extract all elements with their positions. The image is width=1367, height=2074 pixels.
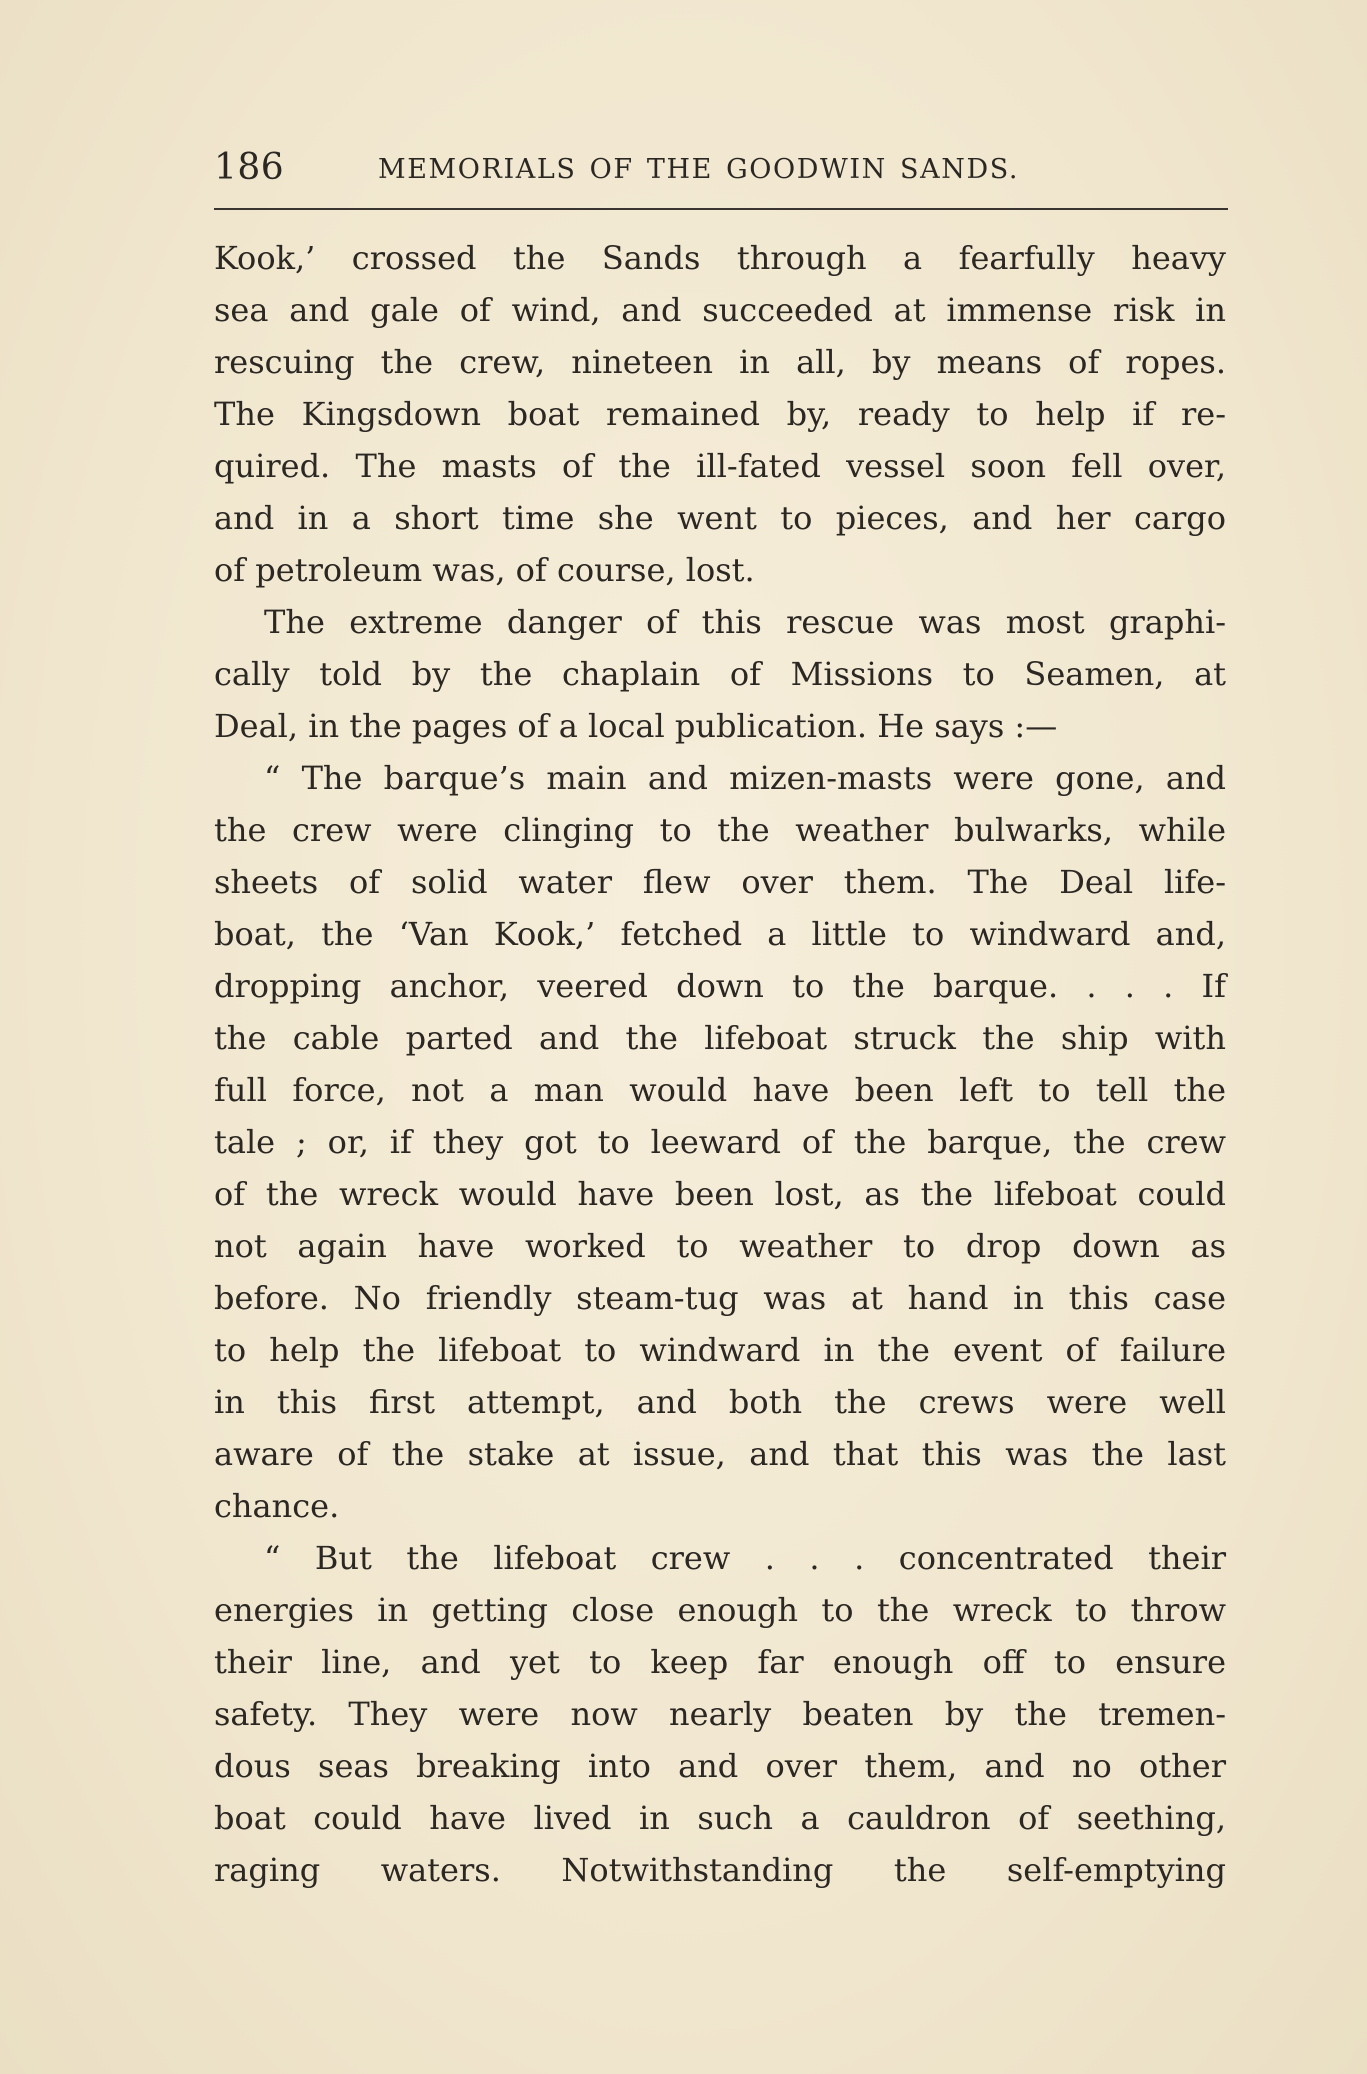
text-line: and in a short time she went to pieces, and her cargo bbox=[214, 499, 1226, 537]
text-line: Deal, in the pages of a local publication. He says :— bbox=[214, 707, 1058, 745]
text-line: dropping anchor, veered down to the barque. . . . If bbox=[214, 967, 1226, 1005]
text-line: of the wreck would have been lost, as the lifeboat could bbox=[214, 1175, 1226, 1213]
page-header bbox=[214, 142, 1224, 198]
body-text bbox=[214, 232, 1226, 1896]
text-line: their line, and yet to keep far enough off to ensure bbox=[214, 1643, 1226, 1681]
header-rule bbox=[214, 208, 1228, 210]
text-line: in this first attempt, and both the crews were well bbox=[214, 1383, 1226, 1421]
text-line: energies in getting close enough to the wreck to throw bbox=[214, 1591, 1226, 1629]
text-line: dous seas breaking into and over them, and no other bbox=[214, 1747, 1226, 1785]
text-line: The extreme danger of this rescue was most graphi- bbox=[264, 603, 1226, 641]
text-line: sheets of solid water flew over them. The Deal life- bbox=[214, 863, 1226, 901]
text-line: cally told by the chaplain of Missions to Seamen, at bbox=[214, 655, 1226, 693]
text-line: boat could have lived in such a cauldron of seething, bbox=[214, 1799, 1226, 1837]
text-line: tale ; or, if they got to leeward of the barque, the crew bbox=[214, 1123, 1226, 1161]
text-line: Kook,’ crossed the Sands through a fearfully heavy bbox=[214, 239, 1226, 277]
text-line: safety. They were now nearly beaten by the tremen- bbox=[214, 1695, 1226, 1733]
text-line: chance. bbox=[214, 1487, 340, 1525]
text-line: raging waters. Notwithstanding the self-emptying bbox=[214, 1851, 1226, 1889]
text-line: boat, the ‘Van Kook,’ fetched a little to windward and, bbox=[214, 915, 1226, 953]
running-title: MEMORIALS OF THE GOODWIN SANDS. bbox=[378, 154, 1020, 185]
text-line: “ But the lifeboat crew . . . concentrated their bbox=[264, 1539, 1226, 1577]
text-line: the cable parted and the lifeboat struck the ship with bbox=[214, 1019, 1226, 1057]
page-number: 186 bbox=[214, 147, 285, 188]
text-line: The Kingsdown boat remained by, ready to help if re- bbox=[214, 395, 1226, 433]
text-line: of petroleum was, of course, lost. bbox=[214, 551, 755, 589]
text-line: aware of the stake at issue, and that this was the last bbox=[214, 1435, 1226, 1473]
text-line: the crew were clinging to the weather bulwarks, while bbox=[214, 811, 1226, 849]
text-line: not again have worked to weather to drop down as bbox=[214, 1227, 1226, 1265]
text-line: rescuing the crew, nineteen in all, by means of ropes. bbox=[214, 343, 1226, 381]
text-line: quired. The masts of the ill-fated vessel soon fell over, bbox=[214, 447, 1226, 485]
text-line: “ The barque’s main and mizen-masts were gone, and bbox=[264, 759, 1226, 797]
text-line: full force, not a man would have been left to tell the bbox=[214, 1071, 1226, 1109]
text-line: sea and gale of wind, and succeeded at immense risk in bbox=[214, 291, 1226, 329]
text-line: to help the lifeboat to windward in the event of failure bbox=[214, 1331, 1226, 1369]
text-line: before. No friendly steam-tug was at hand in this case bbox=[214, 1279, 1226, 1317]
